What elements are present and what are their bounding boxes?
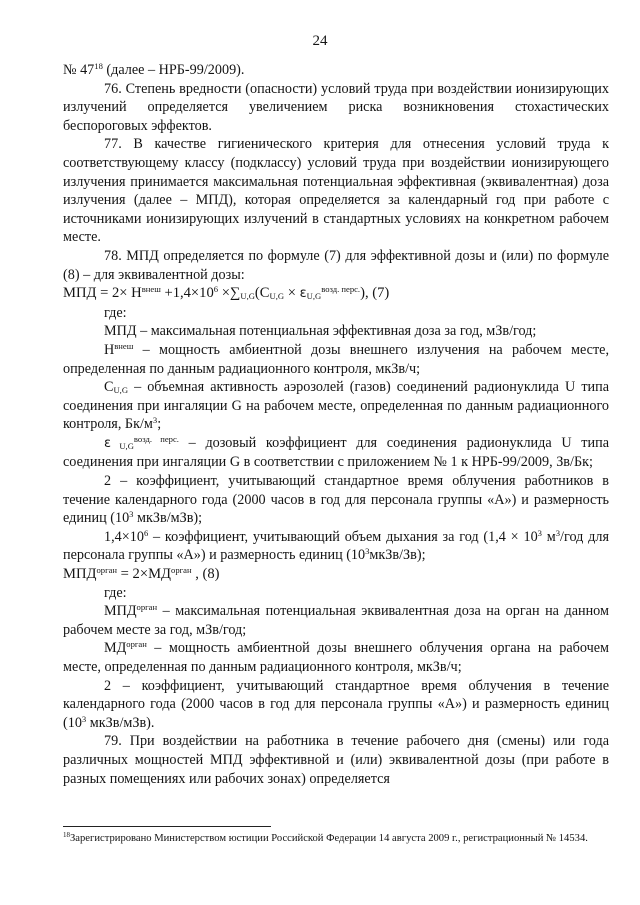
paragraph-77: 77. В качестве гигиенического критерия для отнесения условий труда к соответствующему классу (подклассу) условий труда при воздействии ионизирующего излучения принимается максимальная потенциальная эффективная (эквивалентная) доза излучения (далее – МПД), которая определяется за календарный год при работе с источниками ионизирующих излучений в стандартных условиях на конкретном рабочем месте.: [63, 136, 609, 246]
footnote-text: Зарегистрировано Министерством юстиции Российской Федерации 14 августа 2009 г., регистрационный № 14534.: [70, 833, 588, 844]
definition-text: 2 – коэффициент, учитывающий стандартное время облучения в течение календарного года (2000 часов в год для персонала группы «А») и размерность единиц (10: [63, 677, 609, 731]
where-label-2: где:: [104, 584, 127, 601]
symbol-sup: возд. перс.: [133, 433, 179, 444]
formula-sub: U,G: [240, 291, 255, 302]
epsilon-symbol: ε: [104, 435, 112, 451]
formula-sup: 6: [213, 284, 219, 295]
definition-c-ug: [63, 378, 609, 434]
paragraph-79: 79. При воздействии на работника в течение рабочего дня (смены) или года различных мощностей МПД эффективной и (или) эквивалентной дозы (при работе в разных помещениях или рабочих зонах) определяется: [63, 733, 609, 787]
formula-8: [63, 565, 609, 584]
symbol-sup: внеш: [114, 340, 134, 351]
formula-part: +1,4×10: [160, 285, 214, 302]
symbol: H: [104, 341, 115, 358]
symbol-sup: 6: [143, 527, 149, 538]
definition-text: – максимальная потенциальная эквивалентная доза на орган на данном рабочем месте за год, мЗв/год;: [63, 603, 609, 638]
formula-part: ×: [284, 285, 300, 302]
formula-part: ×∑: [218, 285, 241, 302]
definition-text: – объемная активность аэрозолей (газов) соединений радионуклида U типа соединения при ингаляции G на рабочем месте, определенная по данным радиационного контроля, Бк/м: [63, 379, 609, 433]
definition-text: 2 – коэффициент, учитывающий стандартное время облучения работников в течение календарного года (2000 часов в год для персонала группы «А») и размерность единиц (10: [63, 473, 609, 527]
formula-sup: орган: [96, 565, 118, 576]
definition-coefficient-2: [63, 472, 609, 528]
formula-part: МПД: [63, 566, 97, 583]
formula-sub: U,G: [269, 291, 285, 302]
definition-text: – мощность амбиентной дозы внешнего излучения на рабочем месте, определенная по данным радиационного контроля, мкЗв/ч;: [63, 341, 609, 377]
formula-sub: U,G: [306, 291, 322, 302]
page-number: 24: [312, 33, 328, 49]
definition-h-vnesh: [63, 341, 609, 378]
formula-part: ), (7): [360, 285, 390, 302]
definition-coefficient-2b: [63, 677, 609, 733]
footnote-marker: 18: [94, 61, 103, 71]
epsilon-symbol: ε: [299, 286, 307, 302]
symbol-sup: 3: [152, 415, 158, 426]
symbol-sub: U,G: [111, 440, 134, 451]
symbol: C: [104, 379, 114, 396]
formula-sup: внеш: [141, 284, 161, 295]
formula-part: = 2×МД: [117, 566, 172, 583]
definition-text: 1,4×10: [104, 528, 144, 545]
definition-text: – мощность амбиентной дозы внешнего облучения органа на рабочем месте, определенная по данным радиационного контроля, мкЗв/ч;: [63, 640, 609, 675]
symbol-sup: орган: [136, 602, 158, 613]
definition-text-tail: мкЗв/мЗв).: [86, 714, 155, 731]
definition-mpd: МПД – максимальная потенциальная эффективная доза за год, мЗв/год;: [104, 323, 537, 340]
definition-md-organ: [63, 639, 609, 676]
symbol: МПД: [104, 603, 137, 620]
footnote-divider: [63, 826, 271, 827]
formula-sup: возд. перс.: [321, 284, 361, 295]
reference-text: № 47: [63, 62, 95, 78]
where-label-1: где:: [104, 304, 127, 321]
definition-text-tail: мкЗв/Зв);: [369, 547, 426, 564]
definition-mpd-organ: [63, 602, 609, 639]
paragraph-reference: [63, 61, 609, 80]
formula-7: [63, 284, 609, 304]
definition-text: – коэффициент, учитывающий объем дыхания за год (1,4 × 10: [148, 528, 538, 545]
symbol-sup: 3: [365, 546, 370, 557]
symbol-sub: U,G: [113, 385, 129, 396]
paragraph-76: 76. Степень вредности (опасности) условий труда при воздействии ионизирующих излучений определяется увеличением риска возникновения стохастических беспороговых эффектов.: [63, 80, 609, 134]
symbol-sup: 3: [129, 509, 134, 520]
definition-text: – дозовый коэффициент для соединения радионуклида U типа соединения при ингаляции G в соответствии с приложением № 1 к НРБ-99/2009, Зв/Бк;: [63, 434, 609, 471]
formula-sup: орган: [171, 565, 192, 576]
symbol-sup: 3: [555, 527, 561, 538]
definition-coefficient-1-4: [63, 528, 609, 565]
definition-text-tail: мкЗв/мЗв);: [133, 510, 203, 527]
definition-text: м: [541, 528, 556, 545]
formula-part: , (8): [191, 566, 220, 583]
symbol-sup: 3: [81, 713, 87, 724]
symbol: МД: [104, 640, 127, 657]
formula-part: МПД = 2× H: [63, 285, 142, 302]
symbol-sup: 3: [537, 527, 542, 538]
footnote: [63, 832, 623, 846]
definition-epsilon: [63, 434, 609, 472]
definition-text-tail: ;: [157, 416, 162, 433]
document-body: [63, 61, 609, 788]
symbol-sup: орган: [126, 639, 147, 650]
paragraph-78: 78. МПД определяется по формуле (7) для эффективной дозы и (или) по формуле (8) – для эквивалентной дозы:: [63, 247, 609, 283]
footnote-marker: 18: [63, 831, 70, 839]
formula-part: (C: [254, 285, 270, 302]
definition-text: /год для персонала группы «А») и размерность единиц (10: [63, 528, 609, 564]
reference-text-tail: (далее – НРБ-99/2009).: [102, 62, 245, 78]
